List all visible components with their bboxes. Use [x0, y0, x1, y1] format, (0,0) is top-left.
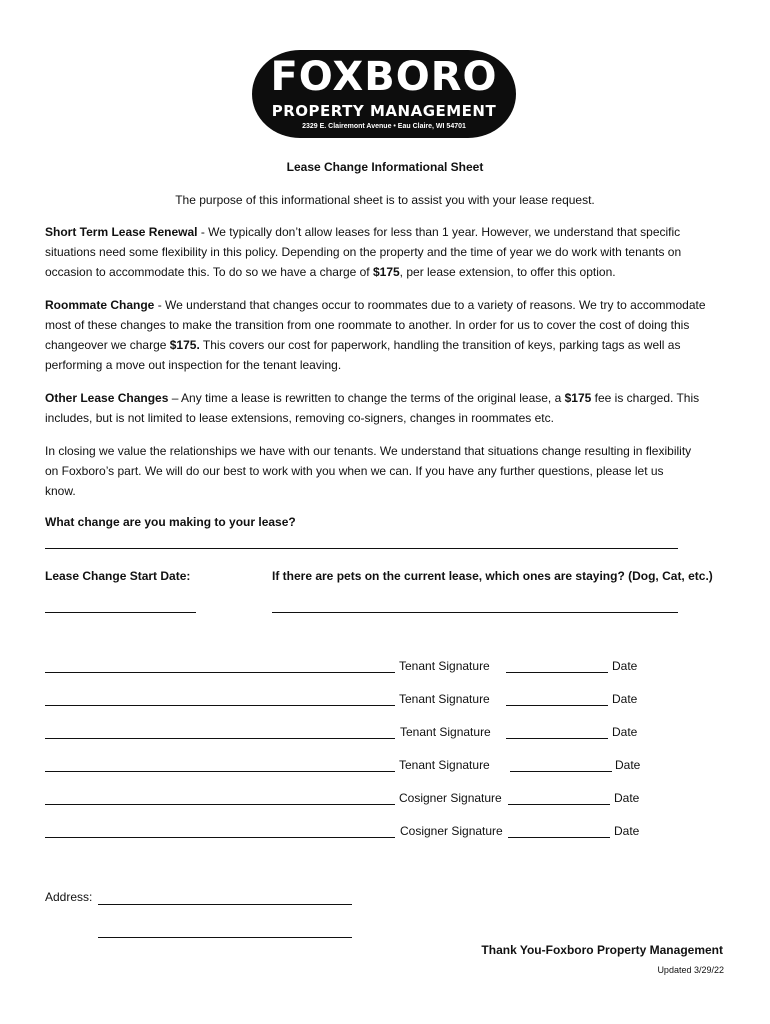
start-date-line[interactable]	[45, 612, 196, 613]
signature-row	[45, 659, 685, 679]
short-term-text2: , per lease extension, to offer this option.	[399, 265, 616, 279]
roommate-paragraph	[45, 295, 731, 375]
signature-role: Tenant Signature	[399, 659, 490, 673]
pets-line[interactable]	[272, 612, 678, 613]
signature-role: Tenant Signature	[399, 758, 490, 772]
purpose-text: The purpose of this informational sheet is to assist you with your lease request.	[175, 193, 595, 207]
change-question: What change are you making to your lease?	[45, 515, 296, 529]
date-line[interactable]	[508, 837, 610, 838]
date-label: Date	[615, 758, 641, 772]
signature-row	[45, 791, 685, 811]
date-label: Date	[612, 725, 638, 739]
date-line[interactable]	[508, 804, 610, 805]
signature-role: Cosigner Signature	[399, 791, 502, 805]
signature-role: Tenant Signature	[399, 692, 490, 706]
date-line[interactable]	[506, 738, 608, 739]
date-line[interactable]	[506, 672, 608, 673]
company-logo	[252, 50, 516, 138]
roommate-text1: - We understand that changes occur to roommates due to a variety of reasons. We try to accommodate most of these changes to make the transition from one roommate to another. In order for us to cover the cost of doing this changeover we charge	[45, 298, 706, 352]
roommate-price: $175.	[169, 338, 200, 352]
date-line[interactable]	[506, 705, 608, 706]
other-price: $175	[564, 391, 592, 405]
date-label: Date	[612, 692, 638, 706]
closing-paragraph: In closing we value the relationships we have with our tenants. We understand that situations change resulting in flexibility on Foxboro’s part. We will do our best to work with you when we can. If you have any further questions, please let us know.	[45, 444, 692, 498]
roommate-heading: Roommate Change	[45, 298, 155, 312]
other-text1: – Any time a lease is rewritten to change the terms of the original lease, a	[168, 391, 565, 405]
signature-line[interactable]	[45, 837, 395, 838]
thank-you-note: Thank You-Foxboro Property Management	[481, 943, 723, 957]
signature-line[interactable]	[45, 738, 395, 739]
signature-line[interactable]	[45, 771, 395, 772]
short-term-paragraph	[45, 222, 731, 282]
logo-subtitle: PROPERTY MANAGEMENT	[271, 102, 497, 120]
date-line[interactable]	[510, 771, 612, 772]
roommate-text2: This covers our cost for paperwork, handling the transition of keys, parking tags as well as performing a move out inspection for the tenant leaving.	[45, 338, 681, 372]
signature-role: Tenant Signature	[400, 725, 491, 739]
signature-line[interactable]	[45, 804, 395, 805]
other-text2: fee is charged. This includes, but is not limited to lease extensions, removing co-signers, changes in roommates etc.	[45, 391, 700, 425]
other-heading: Other Lease Changes	[45, 391, 169, 405]
short-term-price: $175	[372, 265, 400, 279]
short-term-heading: Short Term Lease Renewal	[45, 225, 198, 239]
date-label: Date	[614, 791, 640, 805]
logo-name: FOXBORO	[270, 54, 498, 100]
date-label: Date	[612, 659, 638, 673]
updated-date: Updated 3/29/22	[657, 965, 724, 975]
signature-line[interactable]	[45, 705, 395, 706]
other-changes-paragraph	[45, 388, 731, 428]
signature-row	[45, 692, 685, 712]
signature-row	[45, 758, 685, 778]
signature-line[interactable]	[45, 672, 395, 673]
start-date-label: Lease Change Start Date:	[45, 569, 191, 583]
signature-role: Cosigner Signature	[400, 824, 503, 838]
date-label: Date	[614, 824, 640, 838]
address-line-1[interactable]	[98, 904, 352, 905]
change-answer-line[interactable]	[45, 548, 678, 549]
address-label: Address:	[45, 890, 93, 904]
signature-row	[45, 725, 685, 745]
logo-address: 2329 E. Clairemont Avenue • Eau Claire, WI 54701	[302, 123, 466, 130]
signature-row	[45, 824, 685, 844]
address-line-2[interactable]	[98, 937, 352, 938]
short-term-text1: - We typically don’t allow leases for less than 1 year. However, we understand that specific situations need some flexibility in this policy. Depending on the property and the time of year we do work with tenants on occasion to accommodate this. To do so we have a charge of	[45, 225, 682, 279]
page-title: Lease Change Informational Sheet	[286, 160, 484, 174]
pets-label: If there are pets on the current lease, which ones are staying? (Dog, Cat, etc.)	[272, 569, 713, 583]
